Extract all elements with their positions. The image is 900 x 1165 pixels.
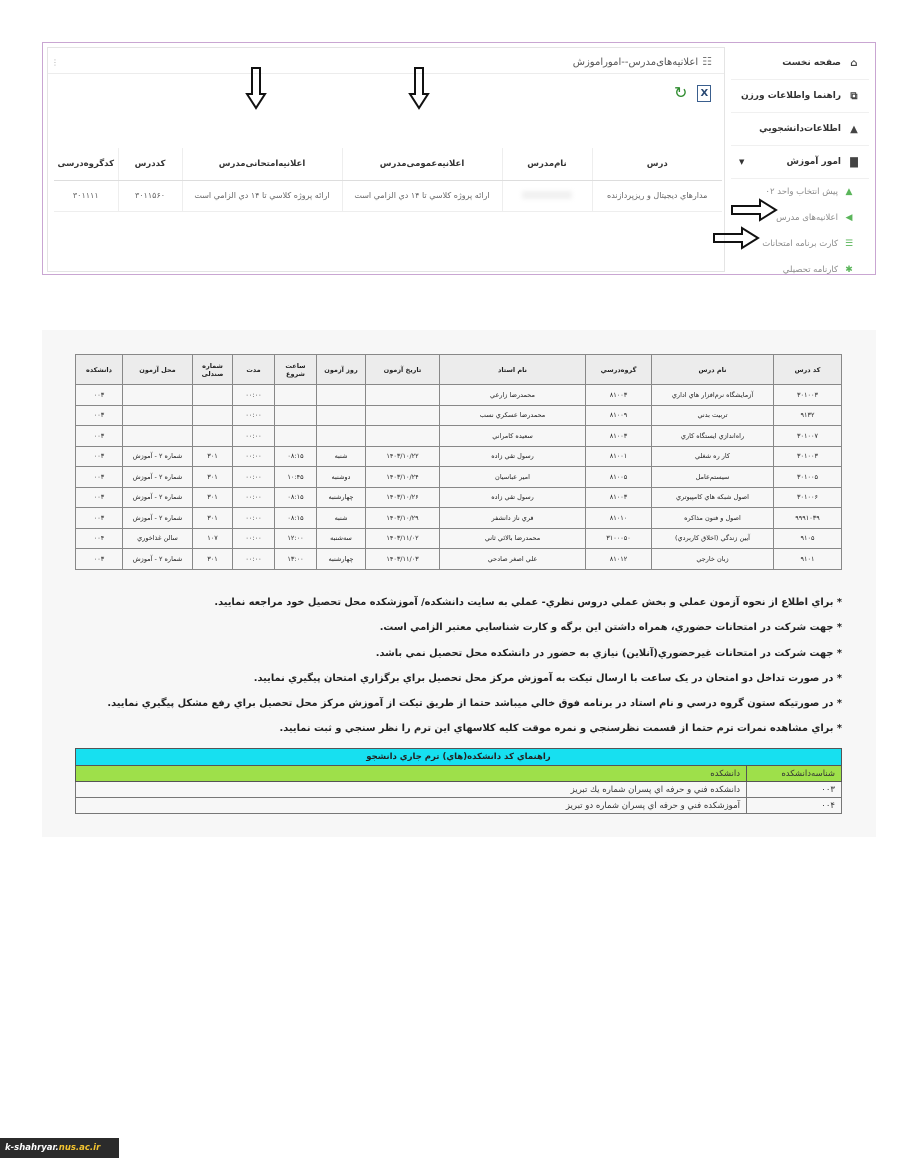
- cell-group: ۸۱۰۰۱: [586, 446, 652, 467]
- cell-exam-date: ۱۴۰۳/۱۱/۰۳: [366, 549, 440, 570]
- cell-duration: ۰۰:۰۰: [233, 385, 275, 406]
- sidebar-item-label: امور آموزش: [786, 157, 841, 167]
- cell-exam-date: ۱۴۰۳/۱۰/۲۴: [366, 467, 440, 488]
- cell-course-name: آيين زندگي (اخلاق كاربردي): [652, 528, 774, 549]
- cell-exam-notice: ارائه پروژه كلاسي تا ۱۴ دي الزامي است: [182, 180, 342, 211]
- cell-faculty: ۰۰۳: [76, 446, 123, 467]
- cell-group: ۸۱۰۰۳: [586, 487, 652, 508]
- col-header-general-notice: اعلانیه‌عمومی‌مدرس: [342, 148, 502, 180]
- breadcrumb: اعلانیه‌های‌مدرس--اموراموزش: [572, 57, 699, 68]
- cell-location: شماره ۲ - آموزش: [123, 446, 193, 467]
- exam-header-row: [76, 355, 842, 385]
- table-row: [76, 446, 842, 467]
- cell-location: سالن غذاخوري: [123, 528, 193, 549]
- cell-exam-date: ۱۴۰۳/۱۰/۲۲: [366, 446, 440, 467]
- cell-faculty: ۰۰۳: [76, 426, 123, 447]
- cell-teacher: سعيده كامراني: [440, 426, 586, 447]
- cell-course: مدارهاي ديجيتال و ريزپردازنده: [592, 180, 722, 211]
- cell-seat: ۳۰۱: [193, 508, 233, 529]
- cell-exam-date: [366, 426, 440, 447]
- annotation-arrow-down-icon: [408, 66, 430, 110]
- cell-faculty: ۰۰۴: [76, 528, 123, 549]
- cell-teacher: محمدرضا عسكري نسب: [440, 405, 586, 426]
- cell-course-name: آزمايشگاه نرم‌افزار هاي اداري: [652, 385, 774, 406]
- cell-start-time: ۱۳:۰۰: [275, 549, 317, 570]
- cell-teacher: [502, 180, 592, 211]
- cell-faculty: ۰۰۳: [76, 385, 123, 406]
- cell-course-code: ۳۰۱۰۰۵: [774, 467, 842, 488]
- col-header-faculty-name: دانشکده: [76, 766, 747, 782]
- cell-duration: ۰۰:۰۰: [233, 426, 275, 447]
- col-header-exam-date: تاريخ آزمون: [366, 355, 440, 385]
- cell-faculty: ۰۰۳: [76, 467, 123, 488]
- cell-course-code: ۳۰۱۰۰۶: [774, 487, 842, 508]
- portal-main-panel: [47, 47, 725, 272]
- annotation-arrow-right-icon: [730, 198, 778, 222]
- cell-general-notice: ارائه پروژه كلاسي تا ۱۴ دي الزامي است: [342, 180, 502, 211]
- col-header-course: درس: [592, 148, 722, 180]
- cell-teacher: محمدرضا بالائي ثاني: [440, 528, 586, 549]
- col-header-seat: شماره صندلی: [193, 355, 233, 385]
- cell-start-time: [275, 405, 317, 426]
- graduation-cap-icon: ▲: [850, 123, 858, 135]
- portal-toolbar: [674, 82, 711, 104]
- cell-course-name: تربيت بدني: [652, 405, 774, 426]
- cell-faculty-code: ۰۰۴: [747, 798, 842, 814]
- sidebar-item-label: اطلاعات‌دانشجويي: [759, 124, 841, 134]
- excel-export-icon[interactable]: X: [697, 85, 711, 102]
- site-url-domain: nus.ac.ir: [58, 1143, 101, 1153]
- table-header-row: [54, 148, 722, 180]
- cell-seat: ۳۰۱: [193, 467, 233, 488]
- cell-course-name: اصول و فنون مذاكره: [652, 508, 774, 529]
- sidebar-subitem-label: پيش انتخاب واحد ۰۲: [765, 187, 838, 197]
- cell-course-name: سيستم‌عامل: [652, 467, 774, 488]
- cell-duration: ۰۰:۰۰: [233, 446, 275, 467]
- cell-faculty-code: ۰۰۳: [747, 782, 842, 798]
- cell-teacher: فري ناز دانشفر: [440, 508, 586, 529]
- cell-location: [123, 405, 193, 426]
- cell-seat: ۳۰۱: [193, 487, 233, 508]
- col-header-group-code: کدگروه‌درسی: [54, 148, 118, 180]
- cell-exam-day: شنبه: [317, 508, 366, 529]
- cell-duration: ۰۰:۰۰: [233, 467, 275, 488]
- cell-faculty: ۰۰۳: [76, 549, 123, 570]
- note-item: * براي اطلاع از نحوه آزمون عملي و بخش عملي دروس نظري- عملي به سايت دانشكده/ آموزشكده محل تحصيل خود مراجعه نماييد.: [214, 597, 842, 608]
- site-url-badge: [0, 1138, 119, 1158]
- cell-exam-day: چهارشنبه: [317, 487, 366, 508]
- cell-group: ۸۱۰۰۵: [586, 467, 652, 488]
- refresh-icon[interactable]: ↻: [674, 83, 688, 102]
- guide-title-row: [76, 749, 842, 766]
- cell-teacher: رسول تقي زاده: [440, 446, 586, 467]
- table-row: [76, 549, 842, 570]
- sidebar-subitem-label: اعلانیه‌های مدرس: [776, 213, 838, 223]
- cell-group: ۸۱۰۱۲: [586, 549, 652, 570]
- cell-location: شماره ۲ - آموزش: [123, 549, 193, 570]
- teacher-announcements-table: [54, 148, 722, 212]
- cell-location: [123, 385, 193, 406]
- cell-exam-day: چهارشنبه: [317, 549, 366, 570]
- table-row[interactable]: [54, 180, 722, 211]
- cell-course-code: ۹۱۳۲: [774, 405, 842, 426]
- col-header-faculty: دانشکده: [76, 355, 123, 385]
- cell-duration: ۰۰:۰۰: [233, 549, 275, 570]
- megaphone-icon: ◀: [845, 213, 853, 223]
- cell-course-code: ۹۱۰۵: [774, 528, 842, 549]
- cell-course-code: ۹۱۰۱: [774, 549, 842, 570]
- list-icon: ☰: [844, 239, 854, 249]
- home-icon: ⌂: [850, 57, 858, 69]
- cell-location: شماره ۲ - آموزش: [123, 467, 193, 488]
- cell-start-time: [275, 385, 317, 406]
- list-icon: ☷: [702, 55, 712, 68]
- cell-duration: ۰۰:۰۰: [233, 528, 275, 549]
- cell-course-code: ۳۰۱۱۵۶۰: [118, 180, 182, 211]
- cell-exam-day: سه‌شنبه: [317, 528, 366, 549]
- guide-title: راهنماي کد دانشکده(هاي) ترم جاري دانشجو: [76, 749, 842, 766]
- sitemap-icon: ⧉: [850, 90, 858, 102]
- cell-start-time: ۱۰:۴۵: [275, 467, 317, 488]
- cell-exam-date: ۱۴۰۳/۱۱/۰۲: [366, 528, 440, 549]
- sidebar-item-home[interactable]: [731, 47, 869, 80]
- book-icon: ▇: [850, 156, 858, 168]
- cell-seat: ۳۰۱: [193, 446, 233, 467]
- cell-group: ۸۱۰۰۳: [586, 426, 652, 447]
- table-row: [76, 528, 842, 549]
- table-row: [76, 405, 842, 426]
- cart-icon: ▲: [845, 187, 853, 197]
- note-item: * در صورت تداخل دو امتحان در يک ساعت با ارسال تيكت به آموزش مركز محل تحصيل براي برگزاري امتحان پيگيري نماييد.: [253, 672, 842, 684]
- table-row: [76, 508, 842, 529]
- gear-icon: ✱: [845, 265, 853, 275]
- cell-duration: ۰۰:۰۰: [233, 487, 275, 508]
- cell-duration: ۰۰:۰۰: [233, 508, 275, 529]
- cell-exam-day: شنبه: [317, 446, 366, 467]
- cell-seat: ۳۰۱: [193, 549, 233, 570]
- cell-exam-day: دوشنبه: [317, 467, 366, 488]
- cell-course-code: ۳۰۱۰۰۳: [774, 446, 842, 467]
- cell-seat: [193, 405, 233, 426]
- sidebar-subitem-transcript[interactable]: [731, 257, 869, 283]
- sidebar-item-student-info[interactable]: [731, 113, 869, 146]
- cell-teacher: علي اصغر صادحي: [440, 549, 586, 570]
- col-header-course-code: کد درس: [774, 355, 842, 385]
- cell-seat: ۱۰۷: [193, 528, 233, 549]
- note-item: * در صورتيكه ستون گروه درسي و نام استاد در برنامه فوق خالي ميباشد حتما از طريق تيكت از آموزش مركز محل تحصيل براي رفع مشكل پيگيري نماييد.: [107, 698, 842, 710]
- cell-course-code: ۳۰۱۰۰۳: [774, 385, 842, 406]
- cell-start-time: ۰۸:۱۵: [275, 508, 317, 529]
- cell-course-name: اصول شبكه هاي كامپيوتري: [652, 487, 774, 508]
- note-item: * جهت شركت در امتحانات غيرحضوري(آنلاين) نيازي به حضور در دانشكده محل تحصيل نمي باشد.: [375, 647, 842, 659]
- cell-exam-day: [317, 405, 366, 426]
- col-header-location: محل آزمون: [123, 355, 193, 385]
- cell-course-code: ۹۹۹۱۰۳۹: [774, 508, 842, 529]
- annotation-arrow-down-icon: [245, 66, 267, 110]
- table-row: [76, 487, 842, 508]
- sidebar-item-guide[interactable]: [731, 80, 869, 113]
- guide-header-row: [76, 766, 842, 782]
- col-header-course-code: کددرس: [118, 148, 182, 180]
- cell-course-name: راه‌اندازي ايستگاه كاري: [652, 426, 774, 447]
- exam-notes: [100, 597, 842, 749]
- cell-faculty-name: دانشكده فني و حرفه اي پسران شماره يك تبريز: [76, 782, 747, 798]
- cell-course-code: ۳۰۱۰۰۷: [774, 426, 842, 447]
- sidebar-item-label: راهنما واطلاعات ورزن: [740, 91, 841, 101]
- cell-group-code: ۳۰۱۱۱۱: [54, 180, 118, 211]
- cell-start-time: ۰۸:۱۵: [275, 446, 317, 467]
- col-header-faculty-code: شناسه‌دانشکده: [747, 766, 842, 782]
- cell-exam-date: ۱۴۰۳/۱۰/۲۹: [366, 508, 440, 529]
- cell-faculty: ۰۰۳: [76, 487, 123, 508]
- cell-group: ۸۱۰۱۰: [586, 508, 652, 529]
- sidebar-item-education[interactable]: [731, 146, 869, 179]
- cell-location: شماره ۲ - آموزش: [123, 487, 193, 508]
- site-url-prefix: k-shahryar.: [5, 1143, 59, 1153]
- cell-seat: [193, 385, 233, 406]
- panel-resize-handle[interactable]: ⋮: [51, 58, 59, 67]
- table-row: [76, 385, 842, 406]
- sidebar-subitem-label: کارت برنامه امتحانات: [762, 239, 838, 249]
- cell-faculty-name: آموزشكده فني و حرفه اي پسران شماره دو تبريز: [76, 798, 747, 814]
- cell-location: شماره ۲ - آموزش: [123, 508, 193, 529]
- cell-seat: [193, 426, 233, 447]
- redacted-teacher-name: [522, 191, 572, 199]
- annotation-arrow-right-icon: [712, 226, 760, 250]
- cell-faculty: ۰۰۳: [76, 405, 123, 426]
- cell-exam-day: [317, 426, 366, 447]
- cell-start-time: ۰۸:۱۵: [275, 487, 317, 508]
- note-item: * جهت شركت در امتحانات حضوري، همراه داشتن اين برگه و كارت شناسايي معتبر الزامي است.: [379, 622, 842, 634]
- cell-start-time: [275, 426, 317, 447]
- table-row: [76, 426, 842, 447]
- col-header-exam-notice: اعلانیه‌امتحانی‌مدرس: [182, 148, 342, 180]
- col-header-course-name: نام درس: [652, 355, 774, 385]
- cell-faculty: ۰۰۳: [76, 508, 123, 529]
- cell-teacher: محمدرضا زارعي: [440, 385, 586, 406]
- cell-teacher: رسول تقي زاده: [440, 487, 586, 508]
- cell-exam-date: ۱۴۰۳/۱۰/۲۶: [366, 487, 440, 508]
- cell-course-name: كار ره شغلي: [652, 446, 774, 467]
- cell-course-name: زبان خارجي: [652, 549, 774, 570]
- table-row: [76, 798, 842, 814]
- cell-group: ۸۱۰۰۹: [586, 405, 652, 426]
- cell-exam-day: [317, 385, 366, 406]
- sidebar-subitem-label: کارنامه تحصيلي: [782, 265, 838, 275]
- cell-teacher: امير عباسيان: [440, 467, 586, 488]
- col-header-teacher: نام‌مدرس: [502, 148, 592, 180]
- table-row: [76, 467, 842, 488]
- chevron-down-icon: ▼: [739, 158, 745, 166]
- faculty-code-guide-table: [75, 748, 842, 814]
- col-header-start-time: ساعت شروع: [275, 355, 317, 385]
- cell-exam-date: [366, 405, 440, 426]
- note-item: * براي مشاهده نمرات ترم حتما از قسمت نظرسنجي و نمره موقت كليه كلاسهاي اين ترم را نظر سنجي و ثبت نماييد.: [279, 723, 842, 735]
- cell-duration: ۰۰:۰۰: [233, 405, 275, 426]
- table-row: [76, 782, 842, 798]
- col-header-duration: مدت: [233, 355, 275, 385]
- cell-start-time: ۱۲:۰۰: [275, 528, 317, 549]
- col-header-teacher: نام استاد: [440, 355, 586, 385]
- cell-exam-date: [366, 385, 440, 406]
- exam-schedule-table: [75, 354, 842, 570]
- portal-title-bar: [48, 48, 724, 74]
- col-header-exam-day: روز آزمون: [317, 355, 366, 385]
- col-header-group: گروه‌درسي: [586, 355, 652, 385]
- cell-group: ۸۱۰۰۳: [586, 385, 652, 406]
- sidebar-item-label: صفحه نخست: [782, 58, 841, 68]
- cell-location: [123, 426, 193, 447]
- cell-group: ۳۱۰۰۰۵۰: [586, 528, 652, 549]
